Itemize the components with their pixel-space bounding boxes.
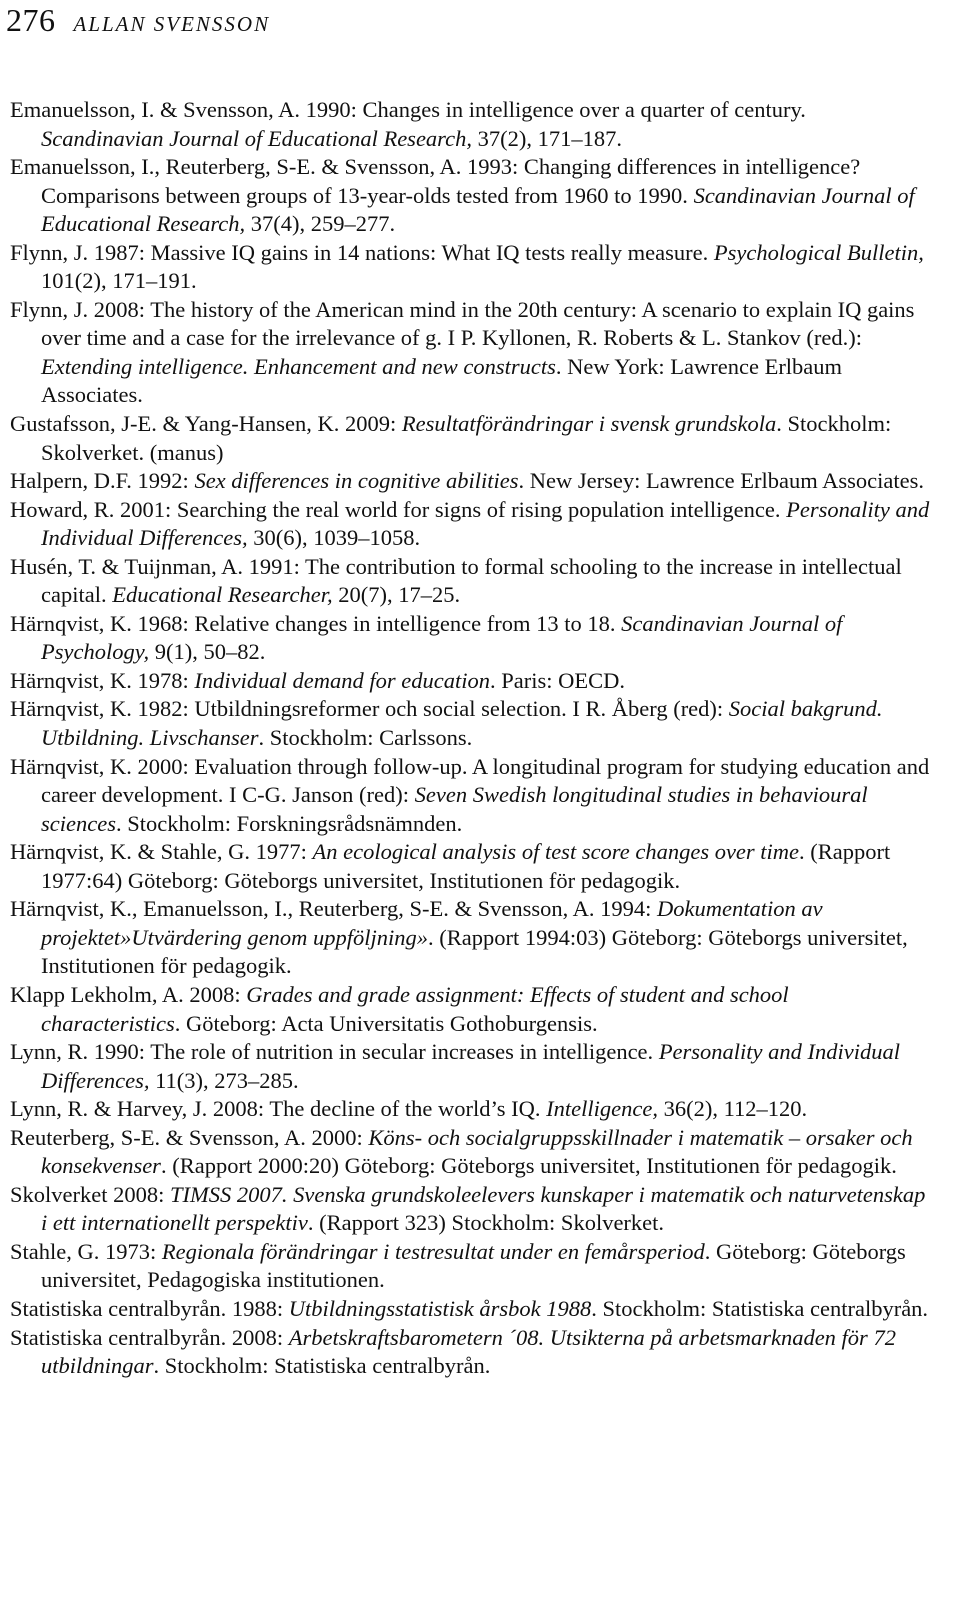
reference-title-italic: Regionala förändringar i testresultat under en femårsperiod: [161, 1238, 705, 1264]
reference-entry: [10, 1038, 930, 1095]
reference-text: Statistiska centralbyrån. 1988:: [10, 1295, 289, 1321]
reference-text: Howard, R. 2001: Searching the real world for signs of rising population intelligence.: [10, 496, 787, 522]
reference-entry: [10, 496, 930, 553]
reference-text: Halpern, D.F. 1992:: [10, 468, 195, 494]
reference-title-italic: Dokumentation av projektet»Utvärdering genom uppföljning»: [41, 896, 823, 950]
reference-text: . (Rapport 1977:64) Göteborg: Göteborgs universitet, Institutionen för pedagogik.: [41, 839, 891, 893]
reference-text: Härnqvist, K. 2000: Evaluation through follow-up. A longitudinal program for studying education and career development. I C-G. Janson (red):: [10, 753, 930, 808]
reference-text: . Göteborg: Acta Universitatis Gothoburgensis.: [174, 1010, 598, 1036]
reference-text: . Stockholm: Carlssons.: [258, 725, 473, 751]
reference-text: Gustafsson, J-E. & Yang-Hansen, K. 2009:: [10, 411, 402, 437]
reference-title-italic: Resultatförändringar i svensk grundskola: [401, 411, 777, 437]
running-header: [6, 0, 270, 44]
reference-title-italic: Extending intelligence. Enhancement and new constructs: [41, 353, 556, 379]
reference-entry: [10, 1295, 930, 1324]
reference-text: Härnqvist, K. & Stahle, G. 1977:: [10, 839, 313, 865]
reference-text: 11(3), 273–285.: [155, 1067, 299, 1093]
reference-entry: [10, 153, 930, 239]
reference-title-italic: An ecological analysis of test score changes over time: [312, 839, 800, 865]
reference-text: 101(2), 171–191.: [41, 268, 197, 294]
reference-text: Stahle, G. 1973:: [10, 1238, 162, 1264]
reference-title-italic: Arbetskraftsbarometern ´08. Utsikterna på arbetsmarknaden för 72 utbildningar: [41, 1324, 896, 1379]
reference-text: Lynn, R. & Harvey, J. 2008: The decline of the world’s IQ.: [10, 1096, 547, 1122]
reference-entry: [10, 239, 930, 296]
reference-text: Flynn, J. 1987: Massive IQ gains in 14 nations: What IQ tests really measure.: [10, 239, 714, 265]
reference-title-italic: Utbildningsstatistisk årsbok 1988: [288, 1295, 592, 1321]
reference-text: Skolverket 2008:: [10, 1181, 170, 1207]
reference-entry: [10, 1324, 930, 1381]
reference-text: . (Rapport 1994:03) Göteborg: Göteborgs universitet, Institutionen för pedagogik.: [41, 924, 908, 979]
reference-text: 37(4), 259–277.: [250, 211, 396, 237]
reference-text: . Stockholm: Statistiska centralbyrån.: [591, 1295, 929, 1321]
reference-text: 37(2), 171–187.: [477, 125, 622, 151]
reference-text: . Stockholm: Skolverket. (manus): [41, 411, 892, 465]
reference-text: . New York: Lawrence Erlbaum Associates.: [41, 353, 843, 408]
reference-text: 9(1), 50–82.: [154, 639, 266, 665]
reference-text: Lynn, R. 1990: The role of nutrition in secular increases in intelligence.: [10, 1039, 659, 1065]
reference-text: Härnqvist, K., Emanuelsson, I., Reuterberg, S-E. & Svensson, A. 1994:: [10, 896, 658, 922]
reference-text: . Stockholm: Forskningsrådsnämnden.: [115, 810, 463, 836]
reference-text: 20(7), 17–25.: [338, 582, 461, 608]
reference-text: . New Jersey: Lawrence Erlbaum Associates.: [518, 468, 924, 494]
reference-entry: [10, 296, 930, 410]
reference-title-italic: Scandinavian Journal of Educational Research,: [41, 125, 478, 151]
reference-title-italic: Scandinavian Journal of Educational Research,: [41, 182, 915, 237]
reference-list: [10, 96, 930, 1381]
reference-title-italic: Seven Swedish longitudinal studies in behavioural sciences: [41, 782, 868, 836]
reference-text: 36(2), 112–120.: [663, 1096, 808, 1122]
reference-text: . Paris: OECD.: [489, 667, 625, 693]
reference-entry: [10, 96, 930, 153]
reference-text: Statistiska centralbyrån. 2008:: [10, 1324, 289, 1350]
reference-entry: [10, 981, 930, 1038]
reference-text: . (Rapport 323) Stockholm: Skolverket.: [307, 1210, 665, 1236]
reference-entry: [10, 553, 930, 610]
reference-entry: [10, 753, 930, 839]
reference-text: Flynn, J. 2008: The history of the American mind in the 20th century: A scenario to explain IQ gains over time and a case for the irrelevance of g. I P. Kyllonen, R. Roberts & L. Stankov (red.):: [10, 296, 915, 351]
reference-text: 30(6), 1039–1058.: [253, 525, 421, 551]
reference-text: Härnqvist, K. 1982: Utbildningsreformer och social selection. I R. Åberg (red):: [10, 696, 729, 722]
reference-entry: [10, 1095, 930, 1124]
reference-title-italic: TIMSS 2007. Svenska grundskoleelevers kunskaper i matematik och naturvetenskap i ett internationellt perspektiv: [41, 1181, 926, 1236]
reference-title-italic: Grades and grade assignment: Effects of student and school characteristics: [41, 981, 789, 1036]
reference-title-italic: Köns- och socialgruppsskillnader i matematik – orsaker och konsekvenser: [41, 1124, 913, 1179]
reference-title-italic: Social bakgrund. Utbildning. Livschanser: [41, 696, 883, 751]
page-number: 276: [6, 2, 56, 38]
reference-text: Härnqvist, K. 1978:: [10, 667, 195, 693]
reference-title-italic: Personality and Individual Differences,: [41, 496, 930, 551]
reference-entry: [10, 610, 930, 667]
reference-title-italic: Psychological Bulletin,: [713, 239, 924, 265]
reference-title-italic: Personality and Individual Differences,: [41, 1039, 901, 1093]
reference-text: Emanuelsson, I., Reuterberg, S-E. & Svensson, A. 1993: Changing differences in intelligence? Comparisons between groups of 13-year-olds tested from 1960 to 1990.: [10, 154, 861, 208]
reference-title-italic: Intelligence,: [546, 1096, 664, 1122]
reference-title-italic: Individual demand for education: [194, 667, 490, 693]
reference-title-italic: Sex differences in cognitive abilities: [194, 468, 519, 494]
reference-text: . (Rapport 2000:20) Göteborg: Göteborgs universitet, Institutionen för pedagogik.: [160, 1153, 897, 1179]
reference-text: Emanuelsson, I. & Svensson, A. 1990: Changes in intelligence over a quarter of century.: [10, 97, 806, 122]
reference-entry: [10, 1124, 930, 1181]
reference-text: . Göteborg: Göteborgs universitet, Pedagogiska institutionen.: [41, 1238, 906, 1293]
reference-text: Klapp Lekholm, A. 2008:: [10, 981, 247, 1007]
reference-text: Husén, T. & Tuijnman, A. 1991: The contribution to formal schooling to the increase in intellectual capital.: [10, 553, 902, 608]
reference-entry: [10, 695, 930, 752]
reference-text: Härnqvist, K. 1968: Relative changes in intelligence from 13 to 18.: [10, 610, 622, 636]
reference-entry: [10, 895, 930, 981]
reference-text: . Stockholm: Statistiska centralbyrån.: [153, 1353, 491, 1379]
reference-text: Reuterberg, S-E. & Svensson, A. 2000:: [10, 1124, 369, 1150]
reference-title-italic: Educational Researcher,: [112, 582, 339, 608]
reference-entry: [10, 467, 930, 496]
reference-entry: [10, 1238, 930, 1295]
reference-entry: [10, 1181, 930, 1238]
reference-entry: [10, 410, 930, 467]
reference-entry: [10, 667, 930, 696]
reference-entry: [10, 838, 930, 895]
reference-title-italic: Scandinavian Journal of Psychology,: [41, 610, 843, 665]
running-title: ALLAN SVENSSON: [73, 12, 271, 36]
